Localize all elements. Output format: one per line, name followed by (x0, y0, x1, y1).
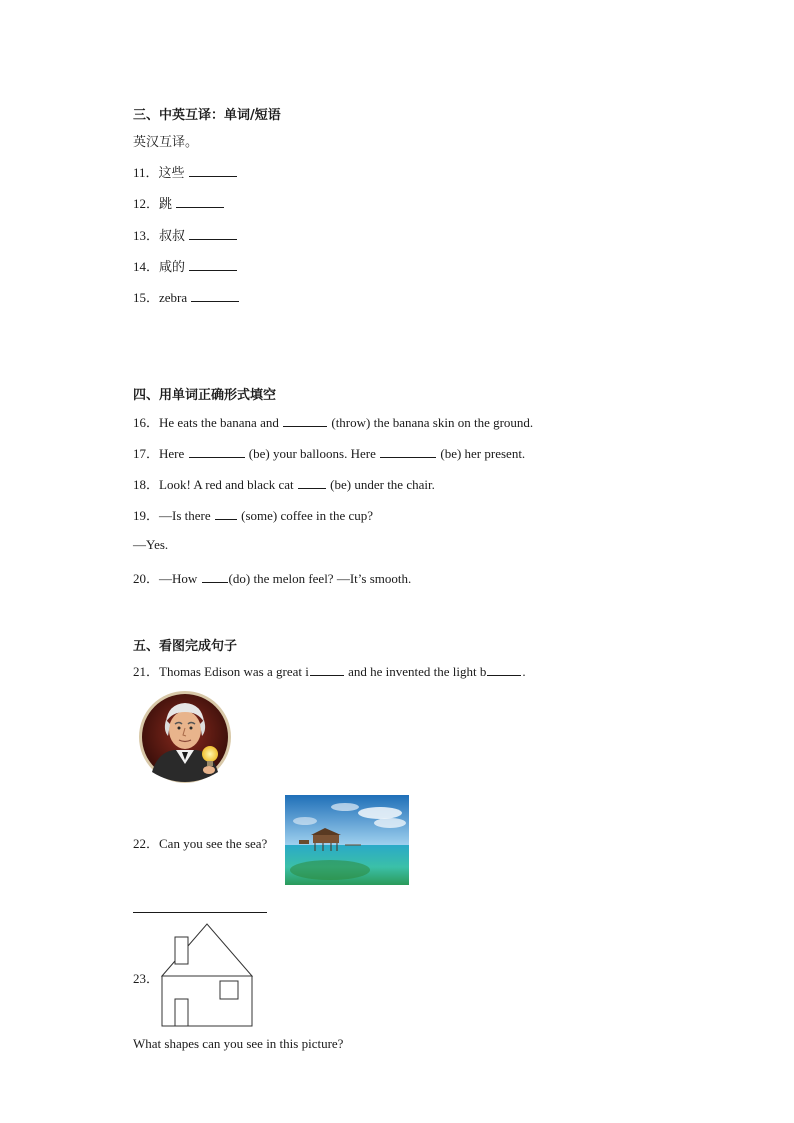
question-number: 11． (133, 165, 159, 180)
question-15 (133, 287, 240, 306)
answer-blank[interactable] (176, 195, 224, 208)
question-23-text: What shapes can you see in this picture? (133, 1036, 344, 1051)
question-19 (133, 505, 373, 524)
question-text-a: —How (159, 571, 198, 586)
question-20 (133, 568, 411, 587)
question-number: 22． (133, 836, 160, 851)
answer-blank[interactable] (283, 414, 327, 427)
question-text: zebra (159, 290, 188, 305)
question-text-b: (some) coffee in the cup? (241, 508, 374, 523)
answer-blank[interactable] (380, 445, 436, 458)
question-text-a: Here (159, 446, 185, 461)
question-number: 21． (133, 664, 160, 679)
sea-stilt-house-image (285, 795, 409, 885)
question-text-c: . (522, 664, 526, 679)
question-text-b: (be) your balloons. Here (248, 446, 376, 461)
question-text-b: (do) the melon feel? —It’s smooth. (228, 571, 412, 586)
answer-blank[interactable] (215, 507, 237, 520)
answer-blank[interactable] (298, 476, 326, 489)
question-13 (133, 225, 238, 244)
question-number: 19． (133, 508, 160, 523)
answer-blank[interactable] (189, 227, 237, 240)
question-number: 17． (133, 446, 160, 461)
question-18 (133, 474, 435, 493)
question-text-a: —Is there (159, 508, 211, 523)
question-21 (133, 661, 526, 680)
question-23-number: 23． (133, 971, 160, 986)
section-3-instruction: 英汉互译。 (133, 135, 199, 150)
edison-portrait-image (136, 690, 234, 785)
question-text-a: Look! A red and black cat (159, 477, 294, 492)
question-number: 18． (133, 477, 160, 492)
question-number: 20． (133, 571, 160, 586)
question-11 (133, 162, 238, 181)
question-text-c: (be) her present. (440, 446, 526, 461)
question-text: 这些 (158, 166, 185, 181)
question-text-b: (be) under the chair. (330, 477, 435, 492)
section-5-heading: 五、看图完成句子 (133, 639, 238, 654)
answer-blank[interactable] (189, 445, 245, 458)
question-17 (133, 443, 525, 462)
question-text: 咸的 (159, 260, 186, 275)
question-12 (133, 193, 225, 212)
question-number: 15． (133, 290, 160, 305)
question-14 (133, 256, 238, 275)
question-text-b: (throw) the banana skin on the ground. (331, 415, 534, 430)
section-4-heading: 四、用单词正确形式填空 (133, 388, 277, 403)
question-text: 跳 (159, 197, 173, 212)
section-3-heading: 三、中英互译：单词/短语 (133, 108, 281, 123)
question-text-a: He eats the banana and (159, 415, 279, 430)
answer-blank[interactable] (189, 258, 237, 271)
answer-blank[interactable] (310, 663, 344, 676)
answer-blank[interactable] (189, 164, 237, 177)
question-text: 叔叔 (159, 229, 186, 244)
question-number: 12． (133, 196, 160, 211)
question-number: 13． (133, 228, 160, 243)
house-shapes-image (160, 920, 255, 1030)
answer-blank[interactable] (487, 663, 521, 676)
question-text: Can you see the sea? (159, 836, 268, 851)
question-number: 16． (133, 415, 160, 430)
question-number: 14． (133, 259, 160, 274)
question-text-b: and he invented the light b (348, 664, 487, 679)
answer-blank[interactable] (202, 570, 228, 583)
answer-line[interactable] (133, 912, 267, 913)
answer-blank[interactable] (191, 289, 239, 302)
question-16 (133, 412, 533, 431)
question-22 (133, 833, 267, 852)
question-text-a: Thomas Edison was a great i (159, 664, 309, 679)
question-19-reply: —Yes. (133, 537, 169, 552)
